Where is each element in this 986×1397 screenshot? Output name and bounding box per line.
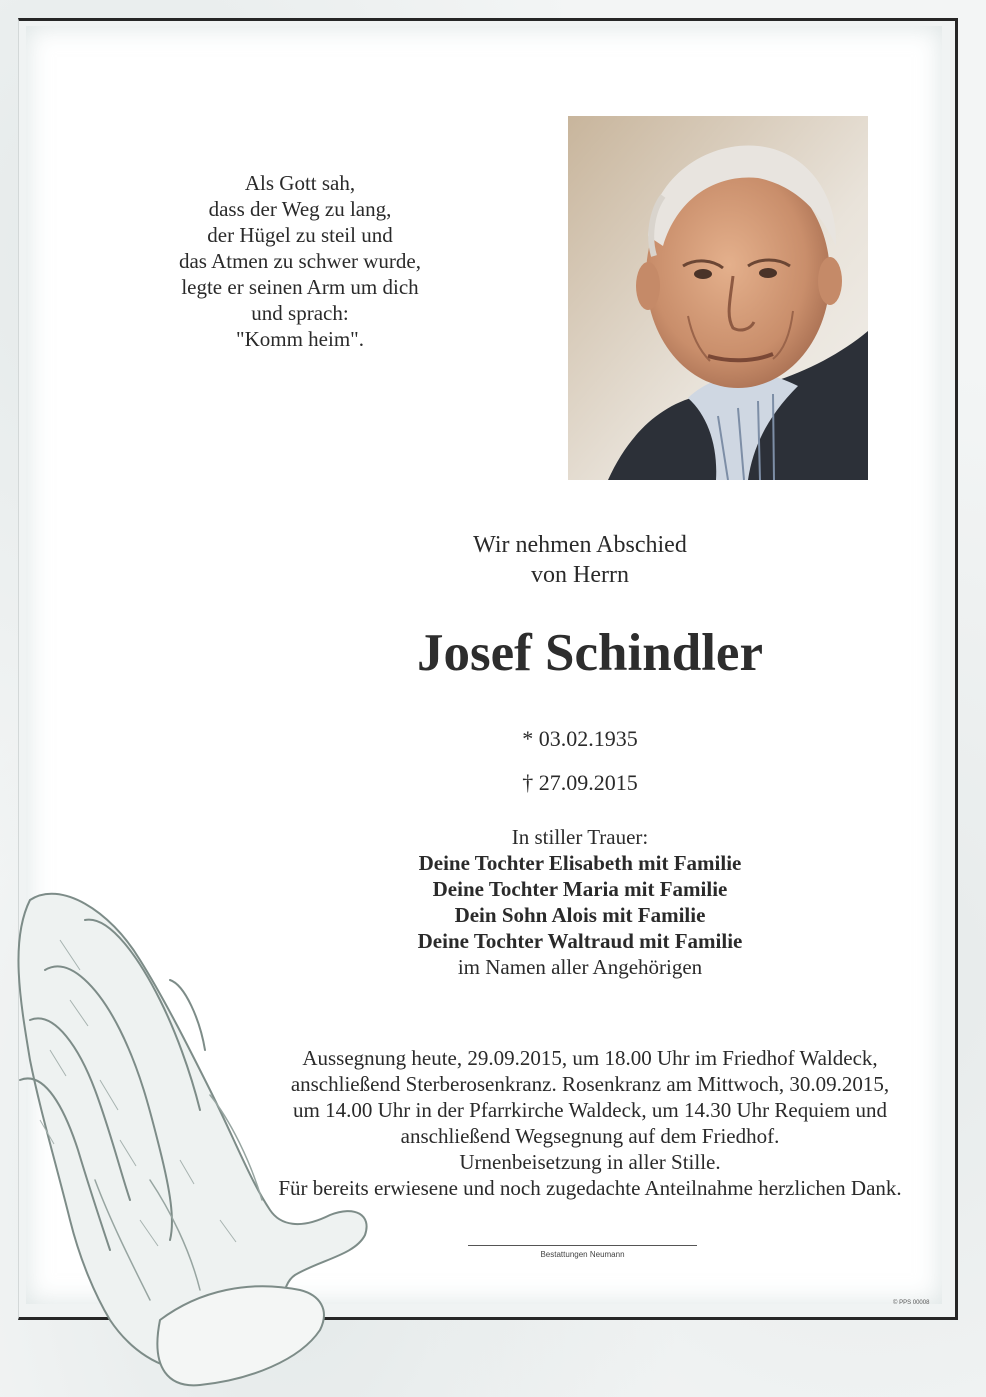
- poem-line: das Atmen zu schwer wurde,: [178, 249, 421, 273]
- life-dates: [430, 724, 730, 812]
- family-member: Dein Sohn Alois mit Familie: [454, 903, 706, 927]
- poem-line: dass der Weg zu lang,: [208, 197, 392, 221]
- service-line: um 14.00 Uhr in der Pfarrkirche Waldeck, um 14.30 Uhr Requiem und: [293, 1098, 887, 1122]
- family-member: Deine Tochter Maria mit Familie: [432, 877, 728, 901]
- poem-line: Als Gott sah,: [244, 171, 356, 195]
- service-details: [220, 1045, 960, 1201]
- undertaker-name: Bestattungen Neumann: [540, 1250, 625, 1259]
- poem-line: der Hügel zu steil und: [207, 223, 393, 247]
- farewell-intro: [380, 530, 780, 590]
- death-date: † 27.09.2015: [522, 770, 638, 795]
- poem-line: legte er seinen Arm um dich: [181, 275, 419, 299]
- intro-line-1: Wir nehmen Abschied: [473, 532, 687, 558]
- birth-date: * 03.02.1935: [522, 726, 638, 751]
- service-line: Urnenbeisetzung in aller Stille.: [459, 1150, 721, 1174]
- intro-line-2: von Herrn: [531, 562, 629, 588]
- family-member: Deine Tochter Waltraud mit Familie: [417, 929, 743, 953]
- service-line: anschließend Sterberosenkranz. Rosenkranz am Mittwoch, 30.09.2015,: [290, 1072, 890, 1096]
- mourners-block: [320, 824, 840, 980]
- mourners-closing: im Namen aller Angehörigen: [457, 955, 703, 979]
- poem-line: "Komm heim".: [236, 327, 364, 351]
- poem: [130, 170, 470, 352]
- service-line: anschließend Wegsegnung auf dem Friedhof.: [400, 1124, 780, 1148]
- service-line: Aussegnung heute, 29.09.2015, um 18.00 Uhr im Friedhof Waldeck,: [302, 1046, 878, 1070]
- deceased-name: Josef Schindler: [417, 624, 763, 682]
- portrait-photo: [568, 116, 868, 480]
- family-member: Deine Tochter Elisabeth mit Familie: [418, 851, 742, 875]
- poem-line: und sprach:: [251, 301, 349, 325]
- signature-divider: [468, 1245, 697, 1246]
- copyright-mark: © PPS 00008: [893, 1300, 930, 1306]
- service-line: Für bereits erwiesene und noch zugedachte Anteilnahme herzlichen Dank.: [278, 1176, 902, 1200]
- mourners-heading: In stiller Trauer:: [511, 825, 649, 849]
